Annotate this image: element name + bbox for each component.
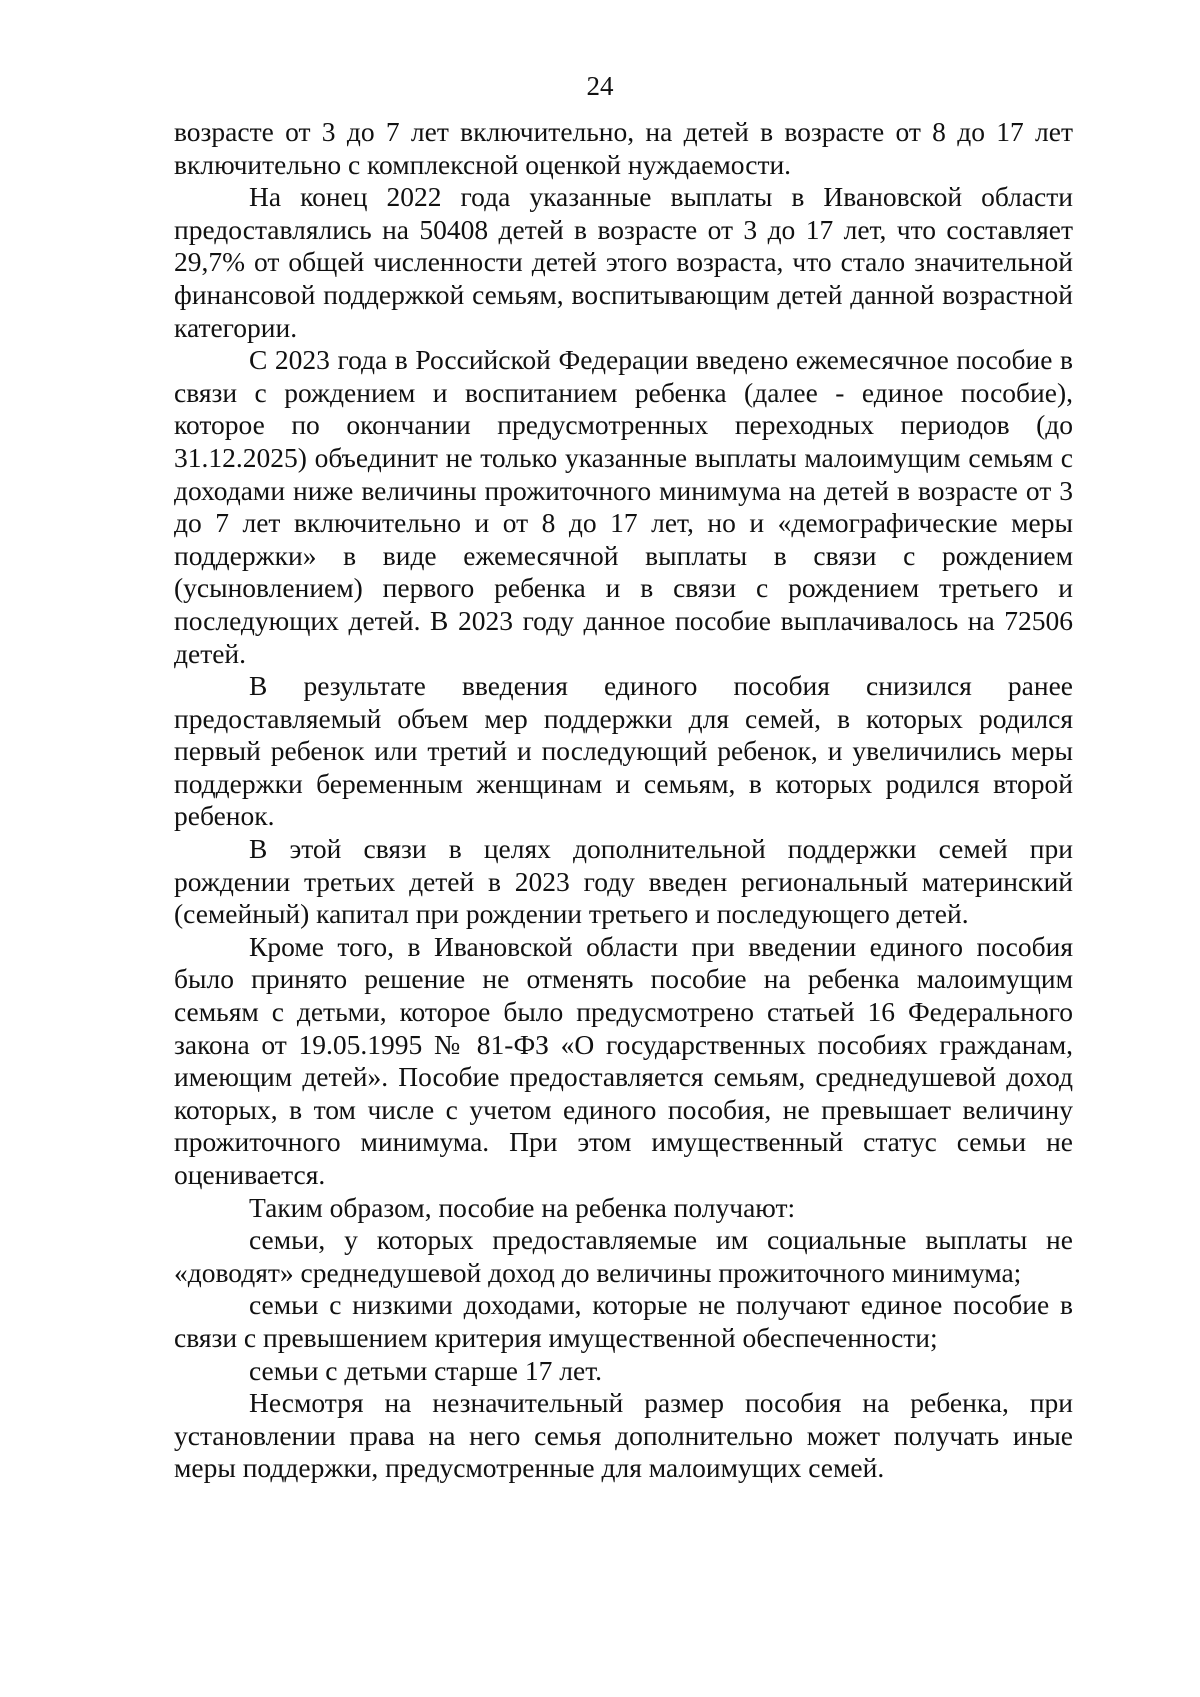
page-number: 24 [586,71,614,101]
paragraph-maternity-capital: В этой связи в целях дополнительной поддержки семей при рождении третьих детей в 2023 году введен региональный материнский (семейный) капитал при рождении третьего и последующего детей. [174,833,1073,930]
list-item-recipients-2: семьи с низкими доходами, которые не получают единое пособие в связи с превышением критерия имущественной обеспеченности; [174,1289,1073,1353]
paragraph-unified-benefit: С 2023 года в Российской Федерации введено ежемесячное пособие в связи с рождением и воспитанием ребенка (далее - единое пособие), которое по окончании предусмотренных переходных периодов (до 31.12.2025) объединит не только указанные выплаты малоимущим семьям с доходами ниже величины прожиточного минимума на детей в возрасте от 3 до 7 лет включительно и от 8 до 17 лет, но и «демографические меры поддержки» в виде ежемесячной выплаты в связи с рождением (усыновлением) первого ребенка и в связи с рождением третьего и последующих детей. В 2023 году данное пособие выплачивалось на 72506 детей. [174,344,1073,669]
paragraph-conclusion: Несмотря на незначительный размер пособия на ребенка, при установлении права на него семья дополнительно может получать иные меры поддержки, предусмотренные для малоимущих семей. [174,1387,1073,1484]
list-item-recipients-3: семьи с детьми старше 17 лет. [249,1354,603,1386]
paragraph-recipients-intro: Таким образом, пособие на ребенка получают: [249,1191,796,1223]
paragraph-child-benefit-retained: Кроме того, в Ивановской области при введении единого пособия было принято решение не отменять пособие на ребенка малоимущим семьям с детьми, которое было предусмотрено статьей 16 Федерального закона от 19.05.1995 № 81-ФЗ «О государственных пособиях гражданам, имеющим детей». Пособие предоставляется семьям, среднедушевой доход которых, в том числе с учетом единого пособия, не превышает величину прожиточного минимума. При этом имущественный статус семьи не оценивается. [174,930,1073,1190]
paragraph-2022-payments: На конец 2022 года указанные выплаты в Ивановской области предоставлялись на 50408 детей в возрасте от 3 до 17 лет, что составляет 29,7% от общей численности детей этого возраста, что стало значительной финансовой поддержкой семьям, воспитывающим детей данной возрастной категории. [174,181,1073,343]
document-body [174,116,1073,1485]
list-item-recipients-1: семьи, у которых предоставляемые им социальные выплаты не «доводят» среднедушевой доход до величины прожиточного минимума; [174,1224,1073,1288]
paragraph-result-of-introduction: В результате введения единого пособия снизился ранее предоставляемый объем мер поддержки для семей, в которых родился первый ребенок или третий и последующий ребенок, и увеличились меры поддержки беременным женщинам и семьям, в которых родился второй ребенок. [174,670,1073,832]
paragraph-continuation: возрасте от 3 до 7 лет включительно, на детей в возрасте от 8 до 17 лет включительно с комплексной оценкой нуждаемости. [174,116,1073,180]
